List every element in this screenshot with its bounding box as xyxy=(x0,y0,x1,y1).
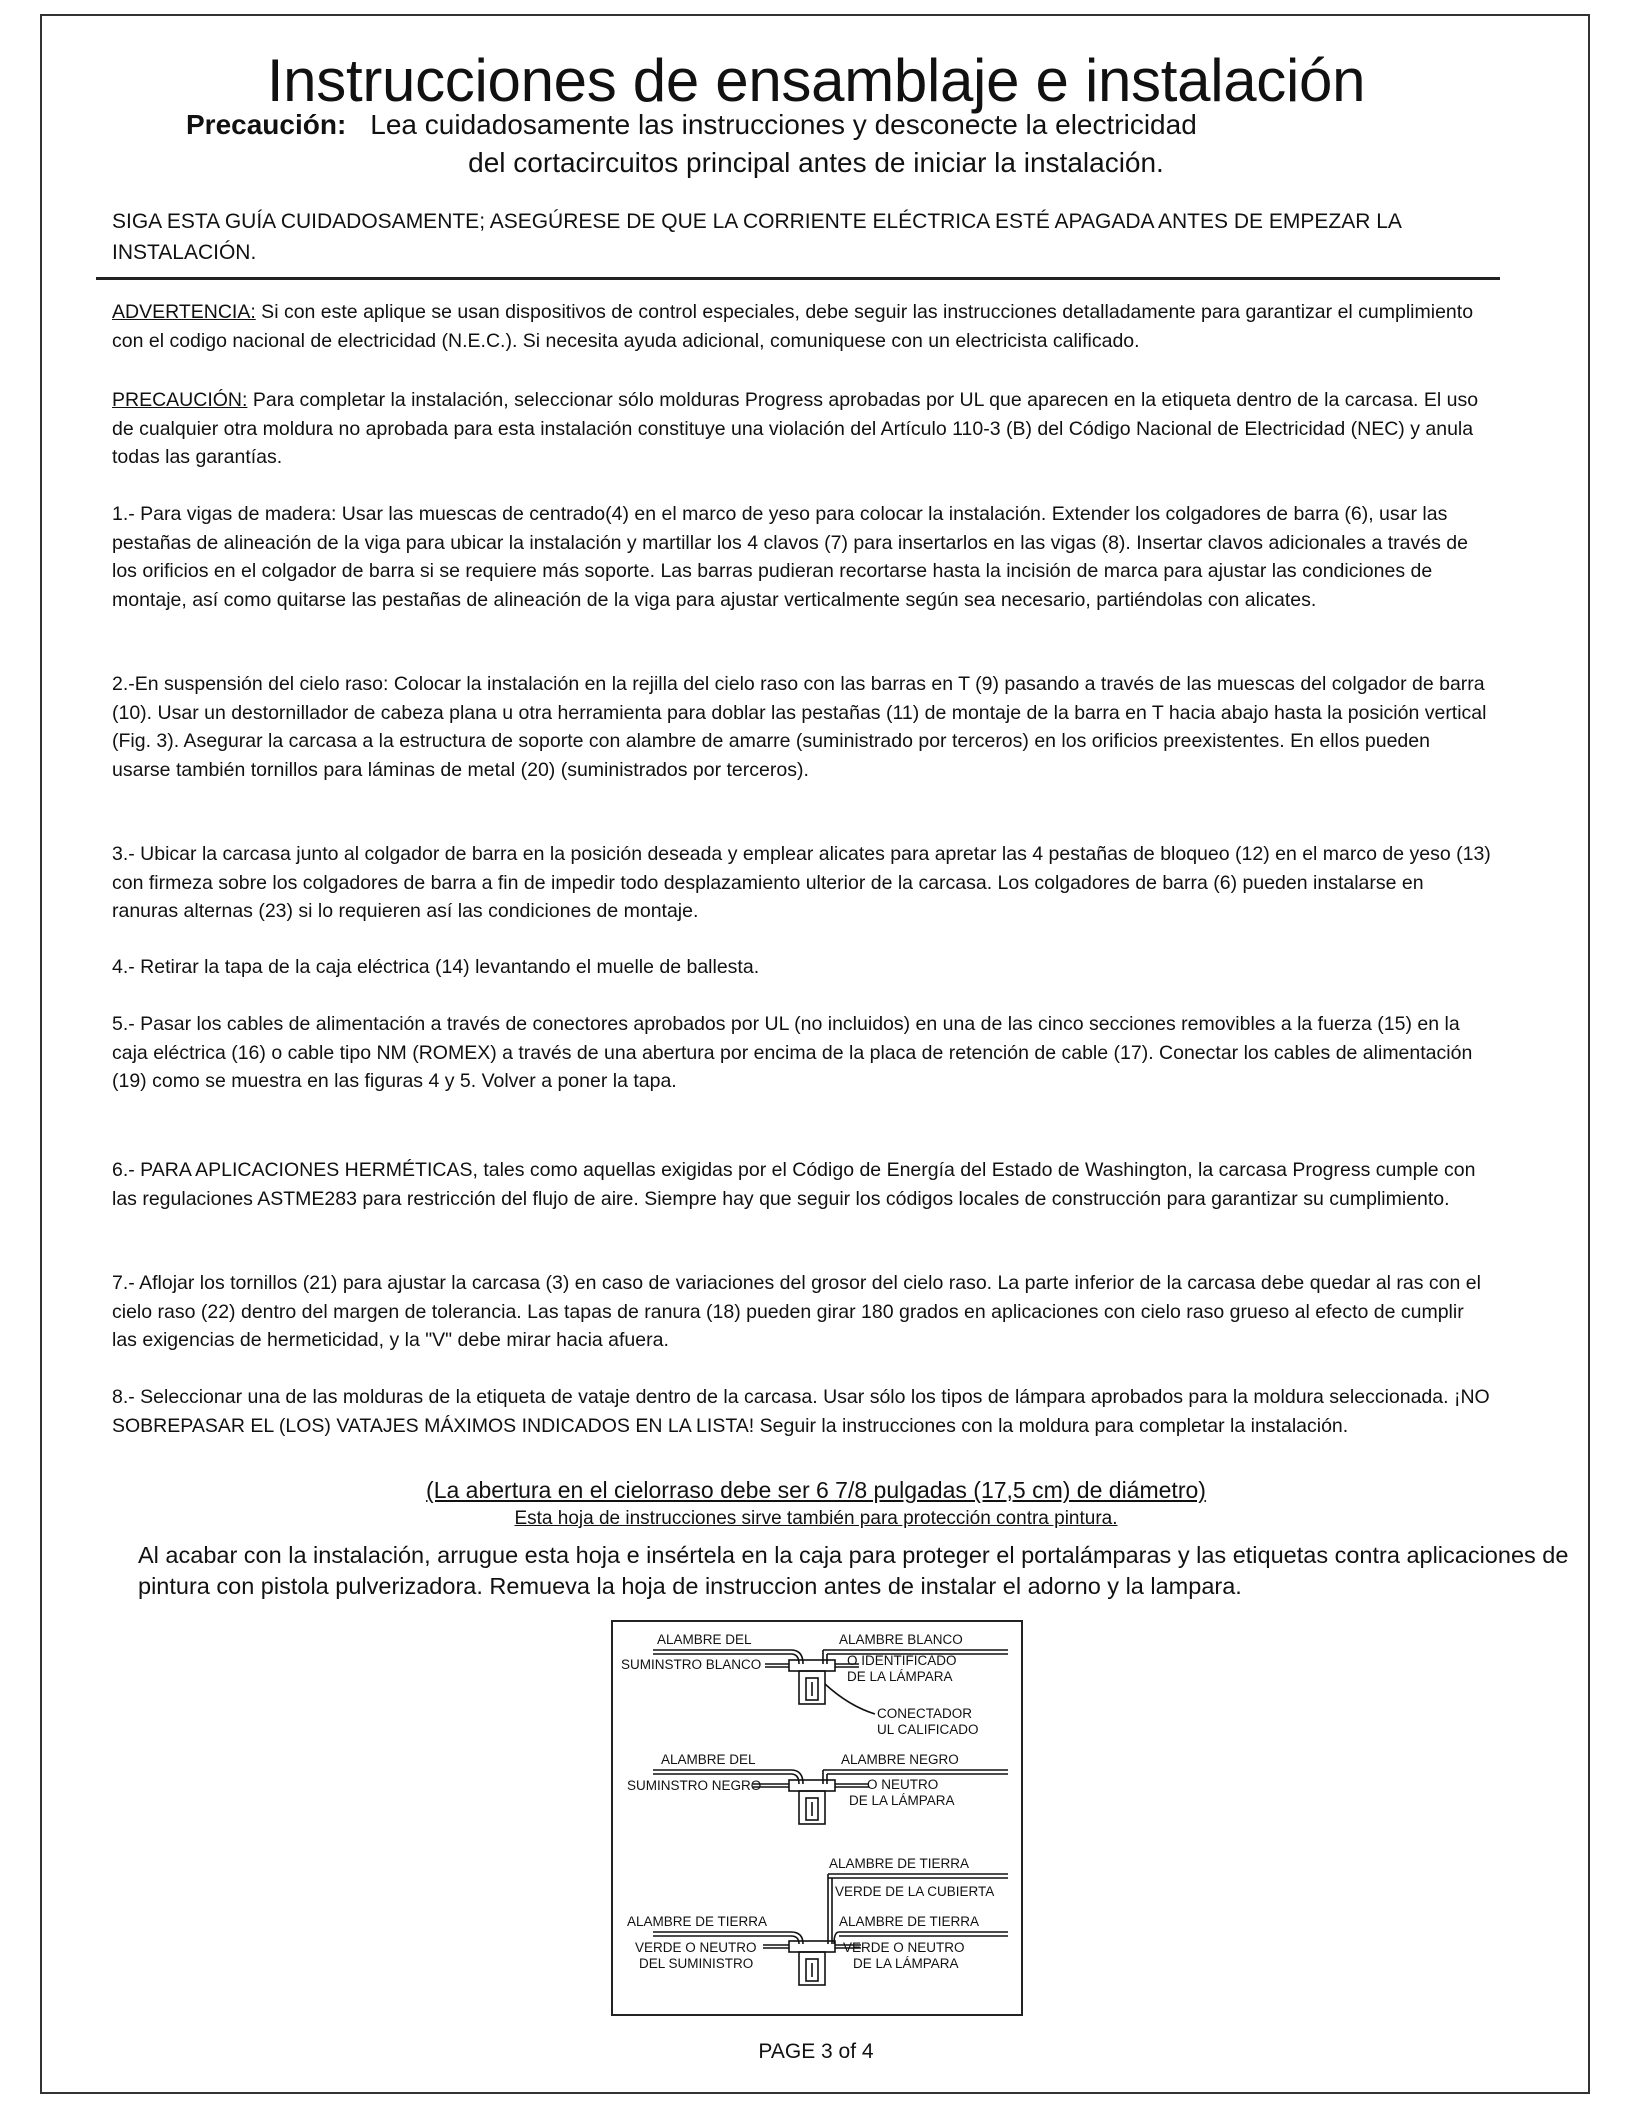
precaution-label: PRECAUCIÓN: xyxy=(112,389,248,411)
caution-label: Precaución: xyxy=(186,109,347,140)
label-ground-cover-1: ALAMBRE DE TIERRA xyxy=(829,1856,970,1871)
precaution-paragraph xyxy=(112,386,1492,472)
label-white-supply-1: ALAMBRE DEL xyxy=(657,1632,752,1647)
step-8: 8.- Seleccionar una de las molduras de la etiqueta de vataje dentro de la carcasa. Usar sólo los tipos de lámpara aprobados para la moldura seleccionada. ¡NO SOBREPASAR EL (LOS) VATAJES MÁXIMOS INDICADOS EN LA LISTA! Seguir la instrucciones con la moldura para completar la instalación. xyxy=(112,1386,1490,1437)
warning-label: ADVERTENCIA: xyxy=(112,301,256,323)
opening-note xyxy=(0,1476,1632,1504)
warning-paragraph xyxy=(112,298,1492,355)
label-ground-fixture-1: ALAMBRE DE TIERRA xyxy=(839,1914,980,1929)
label-ground-fixture-2: VERDE O NEUTRO xyxy=(843,1940,965,1955)
step-4: 4.- Retirar la tapa de la caja eléctrica (14) levantando el muelle de ballesta. xyxy=(112,956,760,978)
final-instruction: Al acabar con la instalación, arrugue esta hoja e insértela en la caja para proteger el portalámparas y las etiquetas contra aplicaciones de pintura con pistola pulverizadora. Remueva la hoja de instruccion antes de instalar el adorno y la lampara. xyxy=(138,1542,1569,1599)
step-5: 5.- Pasar los cables de alimentación a través de conectores aprobados por UL (no incluidos) en una de las cinco secciones removibles a la fuerza (15) en la caja eléctrica (16) o cable tipo NM (ROMEX) a través de una abertura por encima de la placa de retención de cable (17). Conectar los cables de alimentación (19) como se muestra en las figuras 4 y 5. Volver a poner la tapa. xyxy=(112,1013,1473,1092)
warning-text: Si con este aplique se usan dispositivos de control especiales, debe seguir las instrucciones detalladamente para garantizar el cumplimiento con el codigo nacional de electricidad (N.E.C.). Si necesita ayuda adicional, comuniquese con un electricista calificado. xyxy=(112,301,1474,352)
step-3: 3.- Ubicar la carcasa junto al colgador de barra en la posición deseada y emplear alicates para apretar las 4 pestañas de bloqueo (12) en el marco de yeso (13) con firmeza sobre los colgadores de barra a fin de impedir todo desplazamiento ulterior de la carcasa. Los colgadores de barra (6) pueden instalarse en ranuras alternas (23) si lo requieren así las condiciones de montaje. xyxy=(112,843,1491,922)
wiring-diagram xyxy=(611,1620,1023,2016)
step-7: 7.- Aflojar los tornillos (21) para ajustar la carcasa (3) en caso de variaciones del grosor del cielo raso. La parte inferior de la carcasa debe quedar al ras con el cielo raso (22) dentro del margen de tolerancia. Las tapas de ranura (18) pueden girar 180 grados en aplicaciones con cielo raso grueso al efecto de cumplir las exigencias de hermeticidad, y la "V" debe mirar hacia afuera. xyxy=(112,1272,1481,1351)
opening-note-text: (La abertura en el cielorraso debe ser 6 7/8 pulgadas (17,5 cm) de diámetro) xyxy=(426,1477,1206,1503)
step-2: 2.-En suspensión del cielo raso: Colocar la instalación en la rejilla del cielo raso con las barras en T (9) pasando a través de las muescas del colgador de barra (10). Usar un destornillador de cabeza plana u otra herramienta para doblar las pestañas (11) de montaje de la barra en T hacia abajo hasta la posición vertical (Fig. 3). Asegurar la carcasa a la estructura de soporte con alambre de amarre (suministrado por terceros) en los orificios preexistentes. En ellos pueden usarse también tornillos para láminas de metal (20) (suministrados por terceros). xyxy=(112,673,1487,781)
step-1: 1.- Para vigas de madera: Usar las muescas de centrado(4) en el marco de yeso para colocar la instalación. Extender los colgadores de barra (6), usar las pestañas de alineación de la viga para ubicar la instalación y martillar los 4 clavos (7) para insertarlos en las vigas (8). Insertar clavos adicionales a través de los orificios en el colgador de barra si se requiere más soporte. Las barras pudieran recortarse hasta la incisión de marca para ajustar las condiciones de montaje, así como quitarse las pestañas de alineación de la viga para ajustar verticalmente según sea necesario, partiéndolas con alicates. xyxy=(112,503,1468,611)
label-ground-supply-3: DEL SUMINISTRO xyxy=(639,1956,754,1971)
label-ground-supply-2: VERDE O NEUTRO xyxy=(635,1940,757,1955)
caution-line-2: del cortacircuitos principal antes de iniciar la instalación. xyxy=(468,147,1164,178)
label-white-fixture-1: ALAMBRE BLANCO xyxy=(839,1632,963,1647)
label-black-fixture-2: O NEUTRO xyxy=(867,1777,939,1792)
horizontal-divider xyxy=(96,277,1500,280)
label-connector-1: CONECTADOR xyxy=(877,1706,973,1721)
paint-note-text: Esta hoja de instrucciones sirve también para protección contra pintura. xyxy=(514,1508,1118,1529)
caution-line-1: Lea cuidadosamente las instrucciones y desconecte la electricidad xyxy=(370,109,1197,140)
follow-guide-text: SIGA ESTA GUÍA CUIDADOSAMENTE; ASEGÚRESE DE QUE LA CORRIENTE ELÉCTRICA ESTÉ APAGADA ANTES DE EMPEZAR LA INSTALACIÓN. xyxy=(112,210,1401,264)
label-white-supply-2: SUMINSTRO BLANCO xyxy=(621,1657,762,1672)
label-ground-supply-1: ALAMBRE DE TIERRA xyxy=(627,1914,768,1929)
precaution-text: Para completar la instalación, seleccionar sólo molduras Progress aprobadas por UL que aparecen en la etiqueta dentro de la carcasa. El uso de cualquier otra moldura no aprobada para esta instalación constituye una violación del Artículo 110-3 (B) del Código Nacional de Electricidad (NEC) y anula todas las garantías. xyxy=(112,389,1479,468)
label-black-fixture-3: DE LA LÁMPARA xyxy=(849,1793,955,1808)
label-ground-fixture-3: DE LA LÁMPARA xyxy=(853,1956,959,1971)
paint-note xyxy=(0,1507,1632,1531)
label-black-supply-2: SUMINSTRO NEGRO xyxy=(627,1778,762,1793)
step-6: 6.- PARA APLICACIONES HERMÉTICAS, tales como aquellas exigidas por el Código de Energía del Estado de Washington, la carcasa Progress cumple con las regulaciones ASTME283 para restricción del flujo de aire. Siempre hay que seguir los códigos locales de construcción para garantizar su cumplimiento. xyxy=(112,1159,1476,1210)
page-number: PAGE 3 of 4 xyxy=(758,2040,874,2063)
label-ground-cover-2: VERDE DE LA CUBIERTA xyxy=(835,1884,995,1899)
label-white-fixture-3: DE LA LÁMPARA xyxy=(847,1669,953,1684)
page-title: Instrucciones de ensamblaje e instalación xyxy=(266,47,1366,114)
caution-header xyxy=(186,108,1197,142)
label-black-supply-1: ALAMBRE DEL xyxy=(661,1752,756,1767)
label-connector-2: UL CALIFICADO xyxy=(877,1722,979,1737)
label-black-fixture-1: ALAMBRE NEGRO xyxy=(841,1752,959,1767)
label-white-fixture-2: O IDENTIFICADO xyxy=(847,1653,957,1668)
